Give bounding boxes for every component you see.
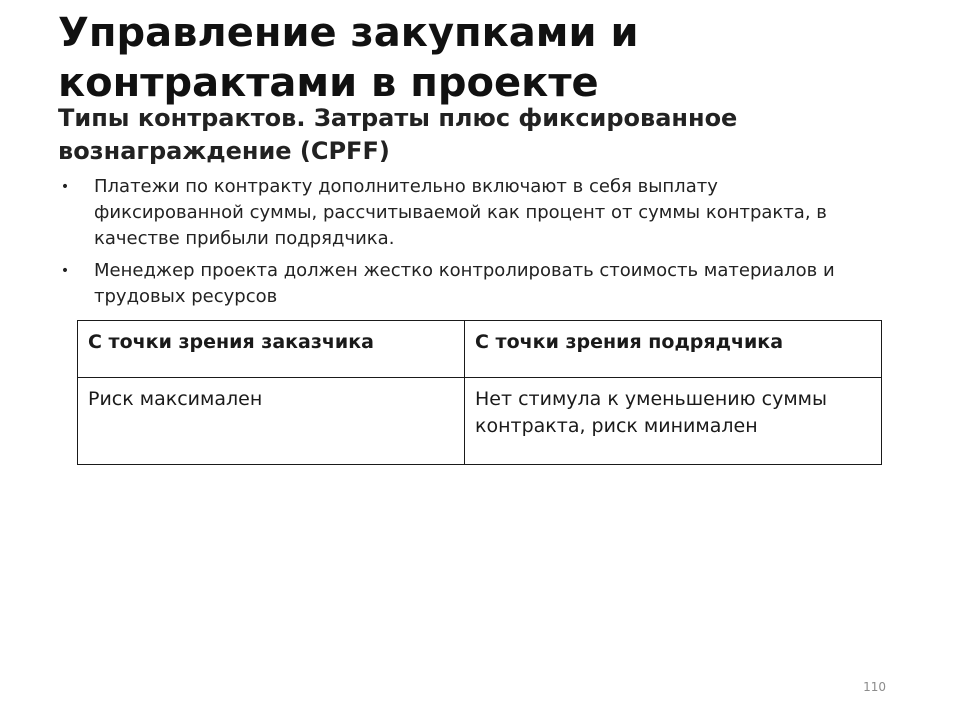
bullet-item [58, 174, 858, 252]
bullet-icon: • [60, 179, 70, 195]
bullet-text: Платежи по контракту дополнительно включают в себя выплату фиксированной суммы, рассчитываемой как процент от суммы контракта, в качестве прибыли подрядчика. [94, 176, 827, 249]
table-row [78, 378, 882, 465]
table-header-contractor: С точки зрения подрядчика [465, 321, 882, 378]
slide-subtitle: Типы контрактов. Затраты плюс фиксированное вознаграждение (CPFF) [58, 104, 738, 165]
bullet-text: Менеджер проекта должен жестко контролировать стоимость материалов и трудовых ресурсов [94, 260, 835, 307]
comparison-table [77, 320, 882, 465]
table-cell-customer: Риск максимален [78, 378, 465, 465]
page-number: 110 [863, 680, 886, 694]
table-cell-contractor: Нет стимула к уменьшению суммы контракта, риск минимален [465, 378, 882, 465]
bullet-icon: • [60, 263, 70, 279]
bullet-item [58, 258, 858, 310]
table-header-customer: С точки зрения заказчика [78, 321, 465, 378]
slide-title: Управление закупками и контрактами в проекте [58, 10, 639, 106]
table-header-row [78, 321, 882, 378]
bullet-list [58, 174, 858, 316]
